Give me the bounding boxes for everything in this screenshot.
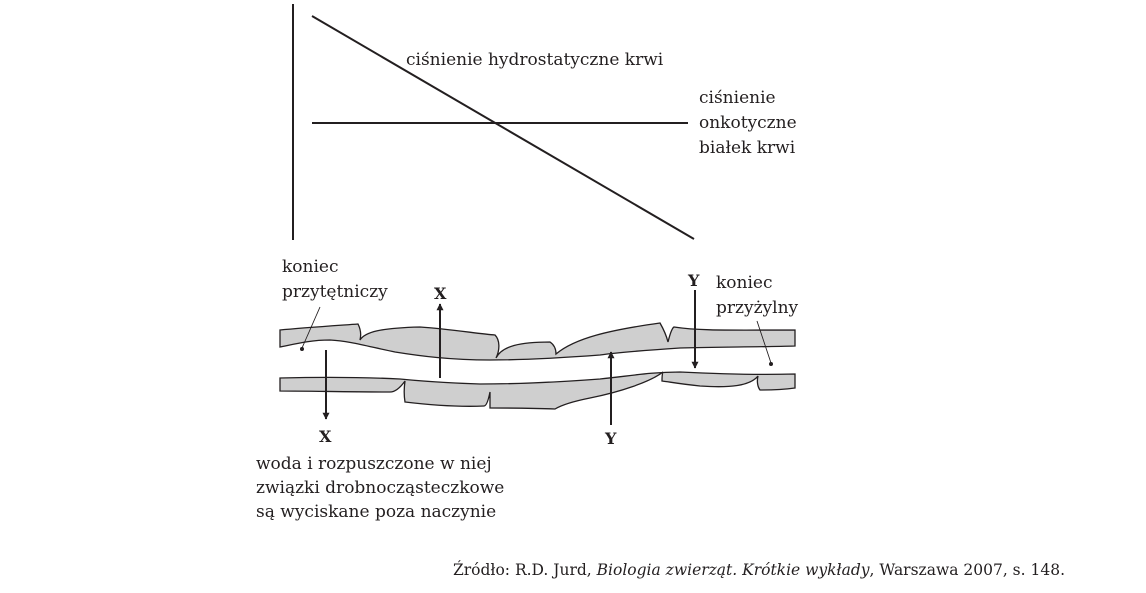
y-top-label: Y [688, 271, 700, 290]
arterial-leader-dot [300, 347, 304, 351]
x-bottom-label: X [319, 427, 332, 446]
source-prefix: Źródło: R.D. Jurd, [453, 561, 597, 579]
venous-leader-dot [769, 362, 773, 366]
arterial-end-label-line1: koniec [282, 257, 339, 277]
capillary-lower-wall [280, 372, 795, 409]
arterial-end-label-line2: przytętniczy [282, 282, 388, 302]
oncotic-label-line2: onkotyczne [699, 113, 797, 133]
source-citation [453, 561, 1065, 579]
filtration-note-line1: woda i rozpuszczone w niej [256, 454, 492, 474]
oncotic-label-line1: ciśnienie [699, 88, 776, 108]
hydrostatic-label: ciśnienie hydrostatyczne krwi [406, 50, 664, 70]
oncotic-label-line3: białek krwi [699, 138, 796, 158]
source-title: Biologia zwierząt. Krótkie wykłady [596, 561, 870, 579]
y-bottom-label: Y [605, 429, 617, 448]
filtration-note-line3: są wyciskane poza naczynie [256, 502, 497, 522]
filtration-note-line2: związki drobnocząsteczkowe [256, 478, 505, 498]
venous-end-label-line1: koniec [716, 273, 773, 293]
source-suffix: , Warszawa 2007, s. 148. [869, 561, 1066, 579]
venous-end-label-line2: przyżylny [716, 298, 799, 318]
capillary-upper-wall [280, 323, 795, 360]
x-top-label: X [434, 284, 447, 303]
